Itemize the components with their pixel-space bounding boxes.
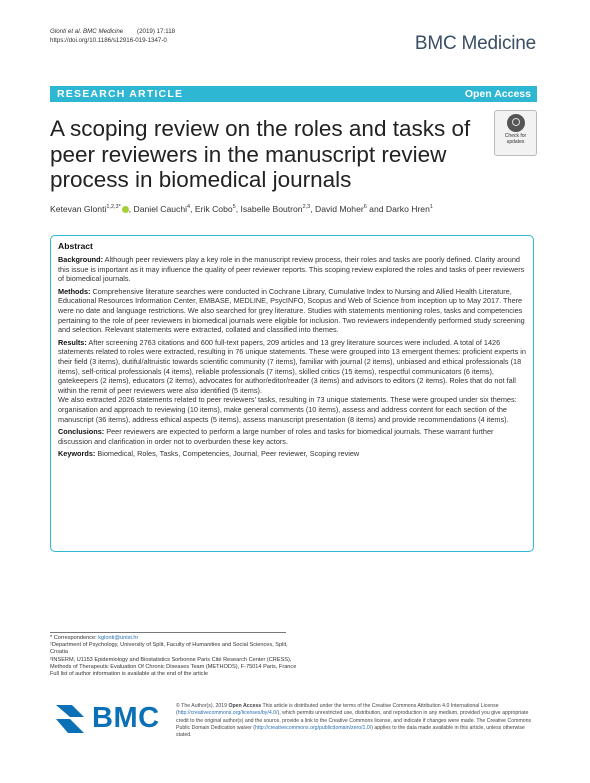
footnote-divider [50, 632, 286, 633]
bmc-logo-icon [54, 701, 88, 735]
author-affiliation: 1,2,3* [106, 204, 121, 211]
journal-name: BMC Medicine [414, 33, 536, 54]
correspondence-label: * Correspondence: [50, 635, 99, 641]
abstract-methods [58, 287, 526, 335]
correspondence [50, 635, 300, 642]
author-name[interactable]: Erik Cobo [194, 204, 233, 214]
affiliation-1: ¹Department of Psychology, University of Split, Faculty of Humanities and Social Sciences, Split, Croatia [50, 642, 288, 656]
updates-text: updates [506, 139, 525, 145]
methods-label: Methods: [58, 286, 91, 296]
orcid-icon[interactable] [122, 206, 129, 213]
license-link[interactable]: http://creativecommons.org/licenses/by/4.0/ [177, 710, 278, 717]
citation-year: (2019) 17:118 [123, 28, 176, 35]
author-name[interactable]: Daniel Cauchi [133, 204, 188, 214]
doi-link[interactable]: https://doi.org/10.1186/s12916-019-1347-0 [50, 36, 167, 44]
license-part-3: ) applies to the data made available in this article, unless otherwise stated. [176, 724, 525, 739]
abstract-box [50, 235, 534, 552]
conclusions-text: Peer reviewers are expected to perform a large number of roles and tasks for biomedical journals. These warrant further discussion and clarification in order not to overburden these key actors. [58, 427, 494, 446]
author-name[interactable]: David Moher [315, 204, 364, 214]
open-access-bold: Open Access [228, 703, 262, 709]
author-name[interactable]: Darko Hren [385, 204, 430, 214]
author-affiliation: 5 [232, 204, 236, 211]
article-title: A scoping review on the roles and tasks of peer reviewers in the manuscript review process in biomedical journals [50, 116, 471, 192]
check-for-text: Check for [504, 133, 527, 139]
waiver-link[interactable]: http://creativecommons.org/publicdomain/zero/1.0/ [255, 724, 372, 731]
keywords-label: Keywords: [58, 449, 96, 459]
article-type: RESEARCH ARTICLE [57, 88, 184, 100]
bmc-logo [54, 699, 164, 739]
abstract-background [58, 255, 526, 284]
background-text: Although peer reviewers play a key role in the manuscript review process, their roles and tasks are poorly defined. Clarity around this issue is important as it may influence the quality of peer reviewer reports. This scoping review explored the roles and tasks of peer reviewers of biomedical journals. [58, 255, 525, 284]
keywords-text: Biomedical, Roles, Tasks, Competencies, Journal, Peer reviewer, Scoping review [97, 449, 360, 459]
abstract-results [58, 338, 526, 396]
author-affiliation: 2,3 [302, 204, 311, 211]
bmc-logo-text: BMC [92, 702, 160, 734]
results-text: After screening 2763 citations and 600 full-text papers, 209 articles and 13 grey literature sources were included. A total of 1426 statements related to roles were extracted, resulting in 76 unique statements. These were grouped into 13 emergent themes: proficient experts in their field (3 items), dutiful/altruistic towards scientific community (7 items), familiar with journal (2 items), unbiased and ethical professionals (18 items), self-critical professionals (4 items), reliable professionals (7 items), skilled critics (15 items), respectful communicators (6 items), gatekeepers (2 items), educators (2 items), advocates for author/editor/reader (3 items) and advisors to editors (2 items). Roles that do not fall within the remit of peer reviewers were also identified (5 items). [58, 337, 526, 395]
license-text [176, 703, 538, 739]
methods-text: Comprehensive literature searches were conducted in Cochrane Library, Cumulative Index to Nursing and Allied Health Literature, Educational Resources Information Center, EMBASE, MEDLINE, PsycINFO, Scopus and Web of Science from inception up to May 2017. There were no date and language restrictions. We also searched for grey literature. Studies with statements mentioning roles, tasks and competencies pertaining to the role of peer reviewers in biomedical journals were eligible for inclusion. Two reviewers independently performed study screening and selection. Relevant statements were extracted, collated and classified into themes. [58, 286, 525, 335]
abstract-conclusions [58, 427, 526, 446]
background-label: Background: [58, 255, 103, 264]
author-affiliation: 4 [187, 204, 191, 211]
abstract-results-continued: We also extracted 2026 statements related to peer reviewers' tasks, resulting in 73 unique statements. These were grouped under six themes: organisation and approach to reviewing (10 items), make general comments (10 items), assess and address content for each section of the manuscript (36 items), address ethical aspects (5 items), assess manuscript presentation (8 items) and provide recommendations (4 items). [58, 395, 517, 424]
citation-authors: Glonti et al. BMC Medicine [50, 28, 124, 35]
author-info-note: Full list of author information is available at the end of the article [50, 671, 208, 678]
license-part-2: ), which permits unrestricted use, distribution, and reproduction in any medium, provided you give appropriate credit to the original author(s) and the source, provide a link to the Creative Commons license, and indicate if changes were made. The Creative Commons Public Domain Dedication waiver ( [176, 710, 532, 731]
copyright: © The Author(s). 2019 [176, 703, 229, 709]
author-affiliation: 6 [363, 204, 367, 211]
check-updates-icon [507, 114, 525, 132]
article-banner [50, 86, 537, 102]
abstract-heading: Abstract [58, 241, 93, 251]
check-for-updates-badge[interactable] [494, 110, 537, 156]
citation-header [50, 28, 175, 45]
license-part-1: This article is distributed under the terms of the Creative Commons Attribution 4.0 International License ( [176, 703, 499, 717]
author-affiliation: 1 [429, 204, 433, 211]
author-name[interactable]: Ketevan Glonti [50, 204, 107, 214]
results-label: Results: [58, 337, 87, 347]
author-list: Ketevan Glonti$^{1,2,3*}$ , Daniel Cauchi$^4$, Erik Cobo$^5$, Isabelle Boutron$^{2,3}$, David Moher$^6$ and Darko Hren$^1$ [50, 204, 433, 214]
affiliation-2: ²INSERM, U1153 Epidemiology and Biostatistics Sorbonne Paris Cité Research Center (CRESS), Methods of Therapeutic Evaluation Of Chronic Diseases Team (METHODS), F-75014 Paris, France [50, 656, 297, 670]
footnotes [50, 635, 300, 678]
open-access-label: Open Access [464, 88, 531, 100]
author-name[interactable]: Isabelle Boutron [240, 204, 303, 214]
conclusions-label: Conclusions: [58, 427, 105, 437]
abstract-keywords [58, 449, 526, 459]
correspondence-email-link[interactable]: kglonti@unist.hr [98, 635, 139, 641]
